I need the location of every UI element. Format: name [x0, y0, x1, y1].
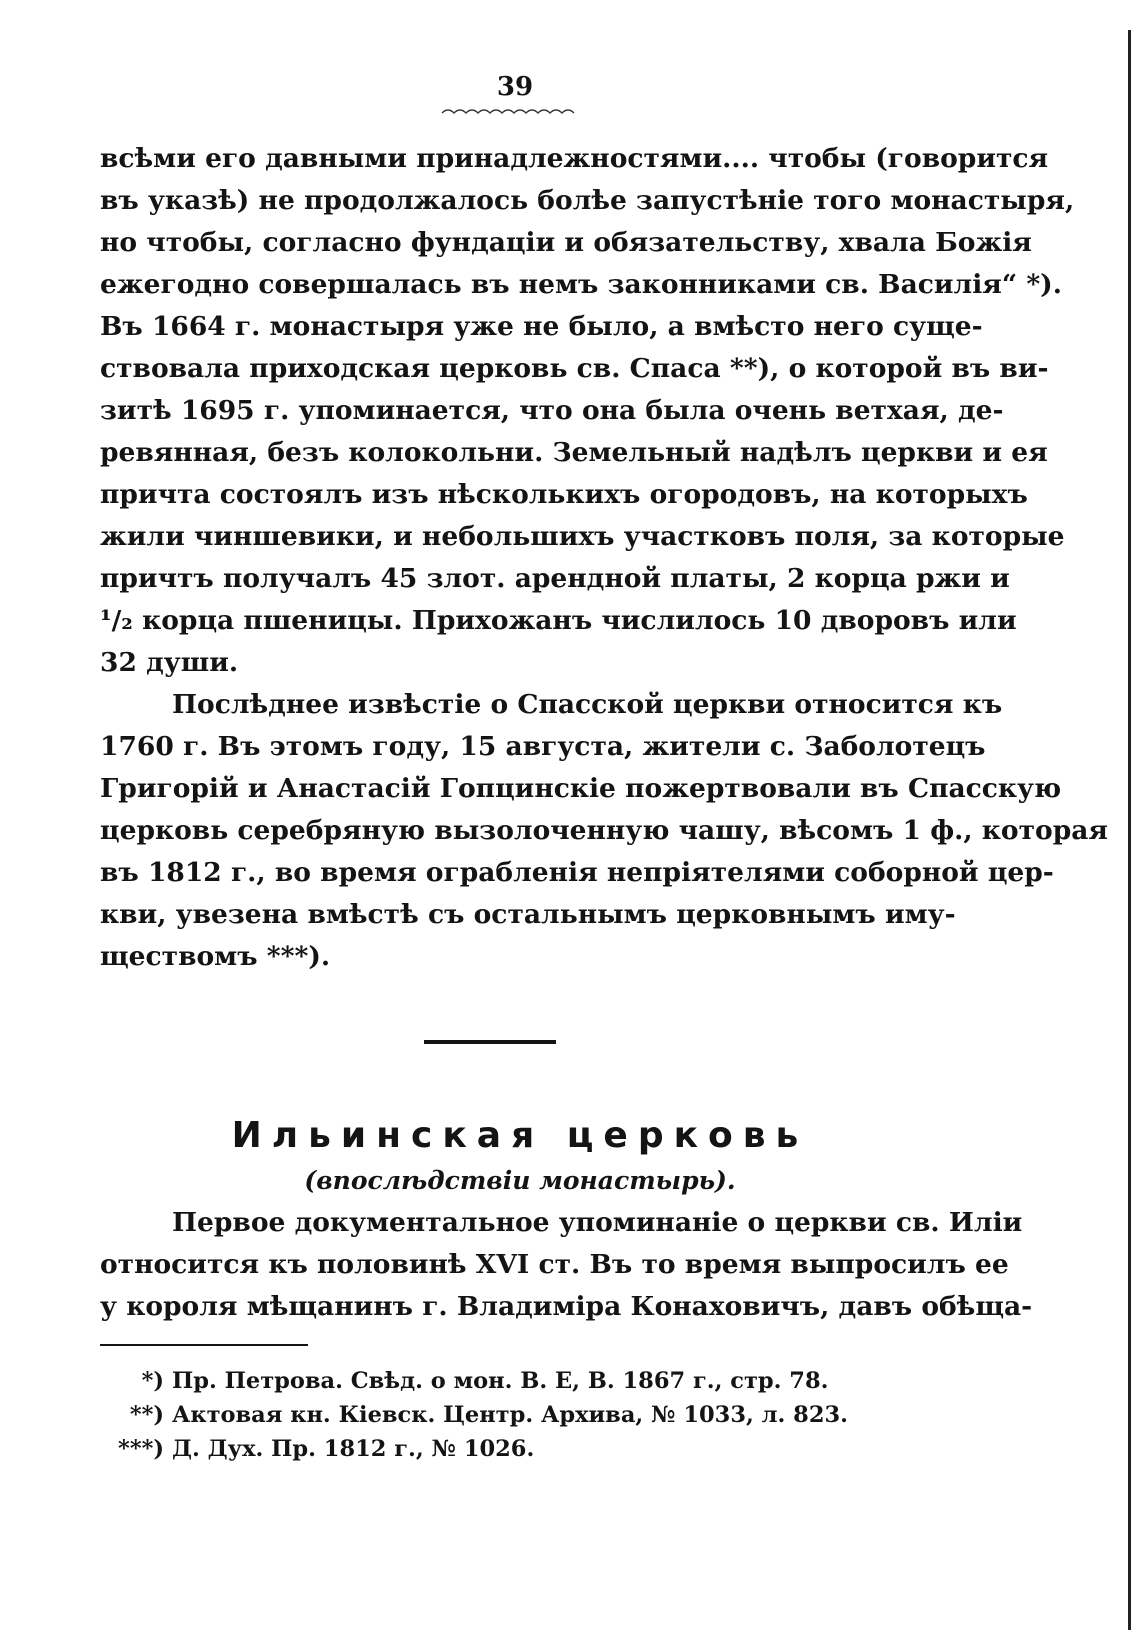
- text-line: 1760 г. Въ этомъ году, 15 августа, жители с. Заболотецъ: [100, 731, 986, 762]
- page-number-ornament: [440, 103, 590, 117]
- text-line: кви, увезена вмѣстѣ съ остальнымъ церковнымъ иму-: [100, 899, 956, 930]
- section-divider: [424, 1040, 556, 1044]
- text-line: всѣми его давными принадлежностями.... чтобы (говорится: [100, 143, 1049, 174]
- text-line: ществомъ ***).: [100, 941, 331, 972]
- section-subtitle: (впослѣдствіи монастырь).: [304, 1166, 736, 1195]
- footnote-text: Д. Дух. Пр. 1812 г., № 1026.: [172, 1436, 535, 1462]
- text-line: церковь серебряную вызолоченную чашу, вѣсомъ 1 ф., которая: [100, 815, 1108, 846]
- text-line: 32 души.: [100, 647, 239, 678]
- footnote-mark: *): [141, 1368, 164, 1394]
- text-line: Григорій и Анастасій Гопцинскіе пожертвовали въ Спасскую: [100, 773, 1062, 804]
- page-number: 39: [496, 72, 534, 102]
- text-line: въ 1812 г., во время ограбленія непріятелями соборной цер-: [100, 857, 1054, 888]
- footnote: [100, 1438, 534, 1461]
- text-line: причтъ получалъ 45 злот. арендной платы, 2 корца ржи и: [100, 563, 1010, 594]
- footnote-text: Пр. Петрова. Свѣд. о мон. В. Е, В. 1867 г., стр. 78.: [172, 1368, 829, 1394]
- footnote: [100, 1370, 828, 1393]
- text-line: ежегодно совершалась въ немъ законниками св. Василія“ *).: [100, 269, 1062, 300]
- footnote-mark: ***): [118, 1436, 164, 1462]
- footnote-text: Актовая кн. Кіевск. Центр. Архива, № 1033, л. 823.: [172, 1402, 848, 1428]
- text-line: ревянная, безъ колокольни. Земельный надѣлъ церкви и ея: [100, 437, 1048, 468]
- section-title: Ильинская церковь: [231, 1115, 809, 1156]
- text-line: Первое документальное упоминаніе о церкви св. Иліи: [172, 1207, 1023, 1238]
- text-line: у короля мѣщанинъ г. Владиміра Конаховичъ, давъ обѣща-: [100, 1291, 1033, 1322]
- text-line: ¹/₂ корца пшеницы. Прихожанъ числилось 10 дворовъ или: [100, 605, 1017, 636]
- footnote-mark: **): [129, 1402, 164, 1428]
- text-line: ствовала приходская церковь св. Спаса **), о которой въ ви-: [100, 353, 1049, 384]
- footnote-separator: [100, 1344, 308, 1346]
- text-line: но чтобы, согласно фундаціи и обязательству, хвала Божія: [100, 227, 1032, 258]
- text-line: зитѣ 1695 г. упоминается, что она была очень ветхая, де-: [100, 395, 1004, 426]
- footnote: [100, 1404, 848, 1427]
- text-line: жили чиншевики, и небольшихъ участковъ поля, за которые: [100, 521, 1065, 552]
- text-line: относится къ половинѣ XVI ст. Въ то время выпросилъ ее: [100, 1249, 1009, 1280]
- text-line: причта состоялъ изъ нѣсколькихъ огородовъ, на которыхъ: [100, 479, 1028, 510]
- text-line: въ указѣ) не продолжалось болѣе запустѣніе того монастыря,: [100, 185, 1075, 216]
- text-line: Въ 1664 г. монастыря уже не было, а вмѣсто него суще-: [100, 311, 983, 342]
- text-line: Послѣднее извѣстіе о Спасской церкви относится къ: [172, 689, 1003, 720]
- page-edge-line: [1128, 30, 1131, 1630]
